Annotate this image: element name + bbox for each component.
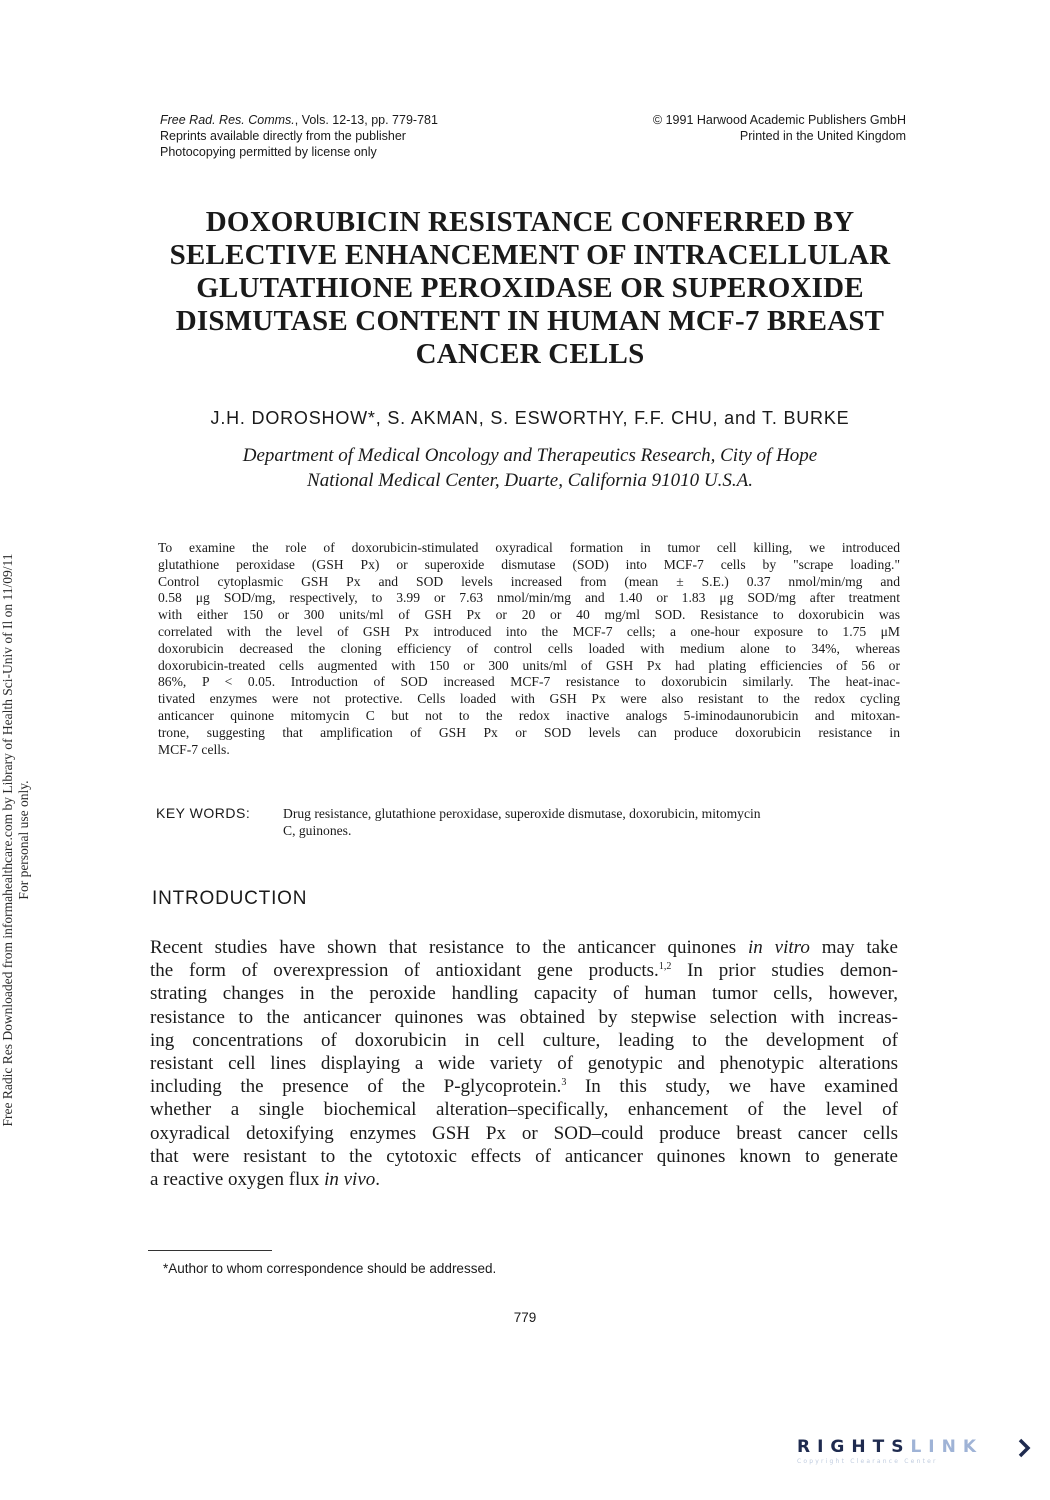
citation-line [160, 112, 438, 128]
intro-line [150, 1075, 898, 1098]
abstract-line: To examine the role of doxorubicin-stimulated oxyradical formation in tumor cell killing, we introduced [158, 540, 900, 555]
journal-header-left [160, 112, 438, 160]
abstract-line: doxorubicin-treated cells augmented with 150 or 300 units/ml of GSH Px had plating efficiencies of 56 or [158, 657, 900, 673]
abstract-line: tivated enzymes were not protective. Cells loaded with GSH Px were also resistant to the redox cycling [158, 691, 900, 707]
intro-line: whether a single biochemical alteration–specifically, enhancement of the level of [150, 1099, 898, 1121]
intro-text: may take [809, 937, 898, 958]
keywords-text [283, 805, 903, 839]
chevron-right-icon [1017, 1438, 1031, 1458]
abstract-line: trone, suggesting that amplification of GSH Px or SOD levels can produce doxorubicin resistance in [158, 724, 900, 740]
watermark-line: Free Radic Res Downloaded from informahealthcare.com by Library of Health Sci-Univ of Il on 11/09/11 [0, 553, 15, 1127]
introduction-body [150, 936, 898, 1191]
intro-text: Recent studies have shown that resistance to the anticancer quinones [150, 937, 748, 958]
footnote-rule [148, 1250, 272, 1251]
intro-italic: in vitro [747, 937, 810, 958]
logo-rights-text: RIGHTS [797, 1437, 911, 1457]
copyright-line: © 1991 Harwood Academic Publishers GmbH [652, 113, 906, 127]
intro-line [150, 959, 898, 982]
abstract-line: doxorubicin decreased the cloning efficiency of control cells loaded with medium alone to 34%, whereas [158, 640, 900, 656]
intro-text: In this study, we have examined [566, 1076, 898, 1098]
citation-superscript: 3 [561, 1077, 567, 1089]
printed-line: Printed in the United Kingdom [739, 129, 906, 143]
abstract-line: 0.58 μg SOD/mg, respectively, to 3.99 or 7.63 nmol/min/mg and 1.40 or 1.83 μg SOD/mg after treatment [158, 590, 900, 606]
journal-header-right [653, 112, 906, 144]
paper-title [130, 206, 930, 371]
author-list: J.H. DOROSHOW*, S. AKMAN, S. ESWORTHY, F.F. CHU, and T. BURKE [210, 408, 850, 428]
intro-text: including the presence of the P-glycoprotein. [150, 1076, 562, 1098]
section-heading-introduction: INTRODUCTION [152, 888, 308, 909]
abstract-line: with either 150 or 300 units/ml of GSH Px or 20 or 40 mg/ml SOD. Resistance to doxorubicin was [158, 607, 900, 623]
affiliation [130, 443, 930, 493]
footnote: *Author to whom correspondence should be addressed. [163, 1261, 497, 1276]
intro-line [150, 936, 898, 959]
affiliation-line: National Medical Center, Duarte, California 91010 U.S.A. [307, 470, 753, 491]
title-line: GLUTATHIONE PEROXIDASE OR SUPEROXIDE [196, 272, 864, 304]
intro-line: oxyradical detoxifying enzymes GSH Px or SOD–could produce breast cancer cells [150, 1122, 898, 1144]
abstract [158, 540, 900, 758]
intro-text: . [375, 1169, 381, 1191]
intro-line [150, 1168, 898, 1191]
logo-wordmark [797, 1437, 1037, 1457]
intro-line: strating changes in the peroxide handling capacity of human tumor cells, however, [150, 983, 898, 1005]
title-line: DISMUTASE CONTENT IN HUMAN MCF-7 BREAST [175, 305, 885, 337]
abstract-line: anticancer quinone mitomycin C but not to the redox inactive analogs 5-iminodaunorubicin and mitoxan- [158, 707, 900, 723]
intro-line: resistant cell lines displaying a wide variety of genotypic and phenotypic alterations [150, 1053, 898, 1075]
intro-text: a reactive oxygen flux [150, 1169, 325, 1191]
intro-line: resistance to the anticancer quinones was obtained by stepwise selection with increas- [150, 1006, 898, 1028]
page-number: 779 [513, 1310, 537, 1325]
abstract-line: MCF-7 cells. [158, 741, 230, 757]
abstract-line: 86%, P < 0.05. Introduction of SOD increased MCF-7 resistance to doxorubicin similarly. The heat-inac- [158, 674, 900, 690]
keywords-label: KEY WORDS: [156, 805, 251, 821]
watermark-line: For personal use only. [16, 780, 31, 900]
photocopy-line: Photocopying permitted by license only [160, 145, 377, 159]
affiliation-line: Department of Medical Oncology and Therapeutics Research, City of Hope [242, 445, 818, 466]
citation-superscript: 1,2 [658, 961, 672, 973]
logo-subtitle: Copyright Clearance Center [797, 1458, 938, 1465]
intro-italic: in vivo [324, 1169, 376, 1191]
abstract-line: correlated with the level of GSH Px introduced into the MCF-7 cells; a one-hour exposure to 1.75 μM [158, 623, 900, 639]
title-line: SELECTIVE ENHANCEMENT OF INTRACELLULAR [169, 239, 891, 271]
intro-text: the form of overexpression of antioxidant gene products. [150, 960, 659, 982]
abstract-line: glutathione peroxidase (GSH Px) or superoxide dismutase (SOD) into MCF-7 cells by "scrape loading." [158, 556, 900, 572]
intro-line: that were resistant to the cytotoxic effects of anticancer quinones known to generate [150, 1145, 898, 1167]
reprints-line: Reprints available directly from the publisher [160, 129, 406, 143]
keywords-line: C, guinones. [283, 823, 352, 838]
logo-link-text: LINK [910, 1437, 983, 1457]
journal-name: Free Rad. Res. Comms. [160, 113, 295, 127]
citation-details: , Vols. 12-13, pp. 779-781 [294, 113, 438, 127]
title-line: DOXORUBICIN RESISTANCE CONFERRED BY [205, 206, 855, 238]
abstract-line: Control cytoplasmic GSH Px and SOD levels increased from (mean ± S.E.) 0.37 nmol/min/mg and [158, 573, 900, 589]
intro-line: ing concentrations of doxorubicin in cell culture, leading to the development of [150, 1029, 898, 1051]
keywords-line: Drug resistance, glutathione peroxidase, superoxide dismutase, doxorubicin, mitomycin [283, 806, 761, 821]
download-watermark [0, 390, 32, 1290]
rightslink-logo[interactable] [797, 1437, 1037, 1477]
intro-text: In prior studies demon- [671, 960, 899, 982]
title-line: CANCER CELLS [415, 338, 645, 370]
